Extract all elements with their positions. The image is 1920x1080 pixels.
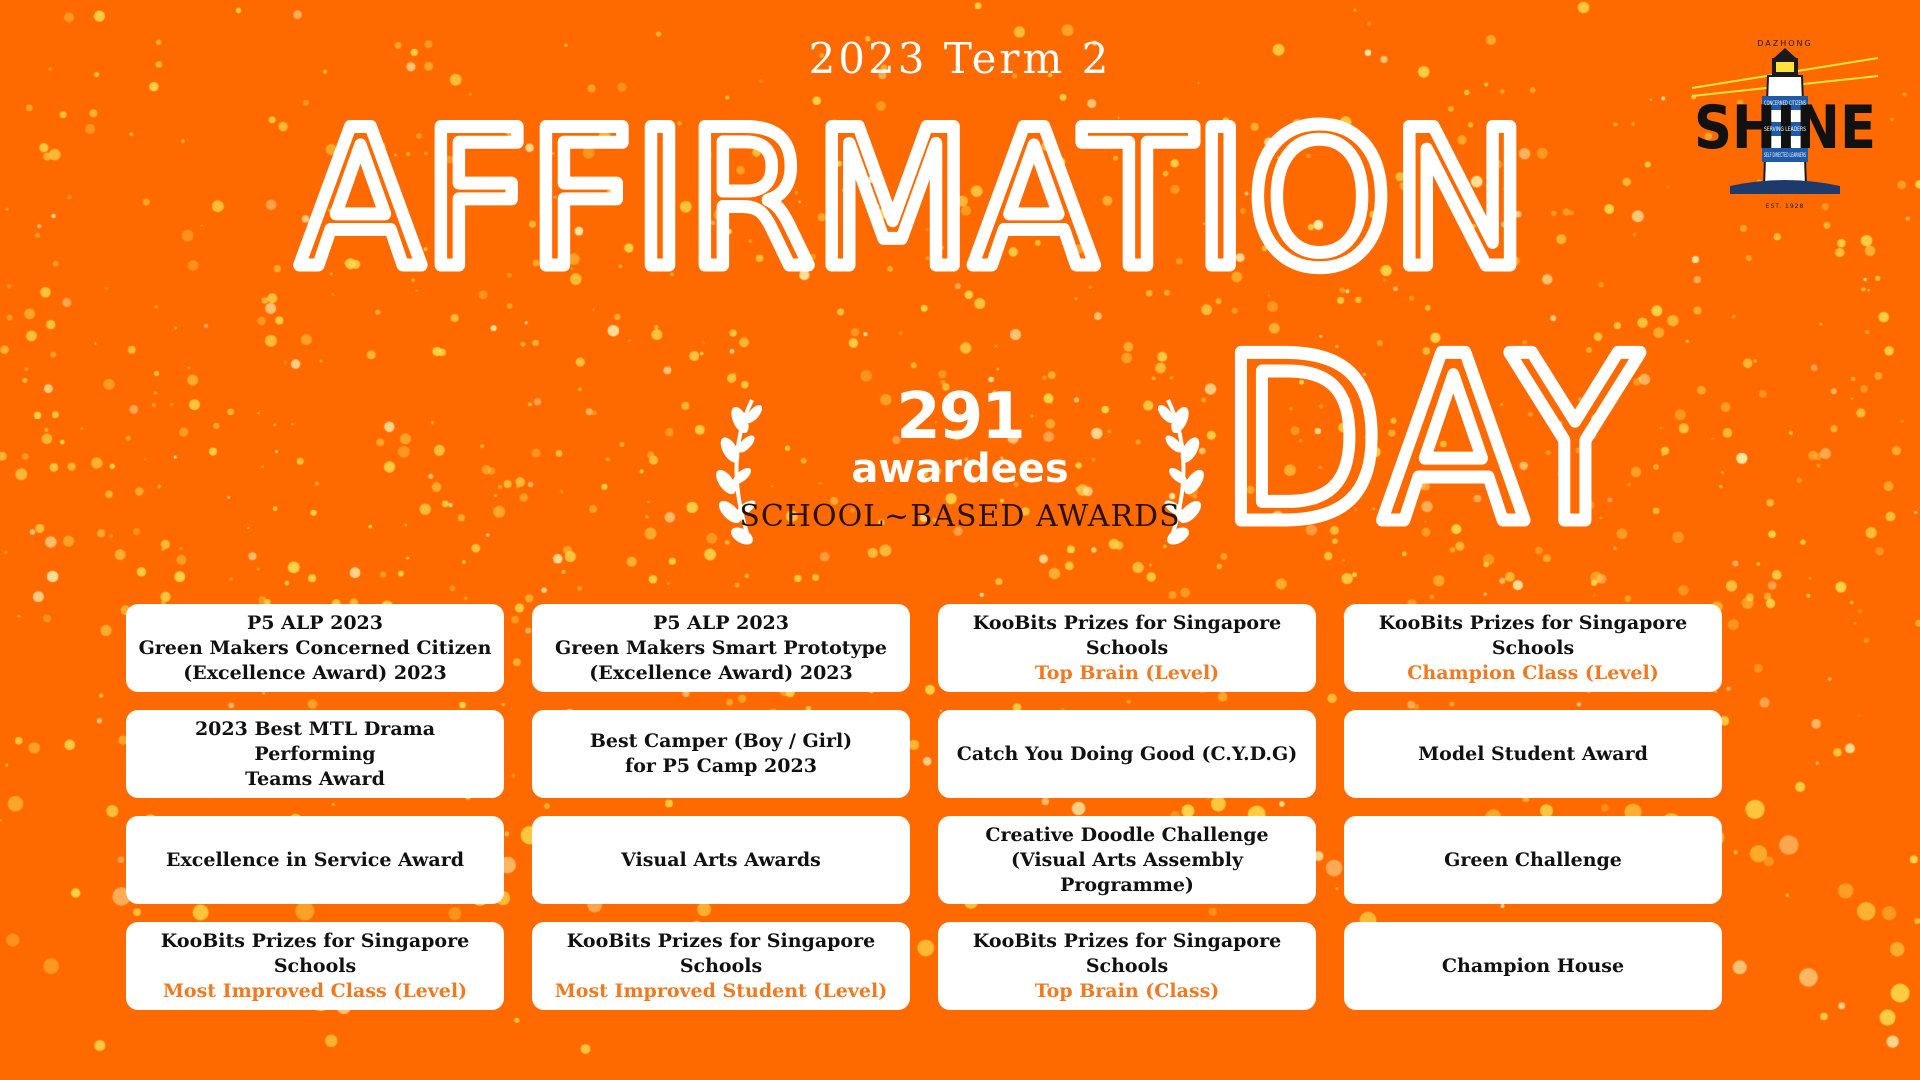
award-line1: KooBits Prizes for Singapore [566,929,876,952]
award-card[interactable] [126,922,504,1010]
award-line1: KooBits Prizes for Singapore [972,611,1282,634]
award-card[interactable] [938,604,1316,692]
awardee-summary [700,380,1220,535]
award-line1: Model Student Award [1418,742,1648,765]
award-line1: Green Challenge [1444,848,1622,871]
award-card[interactable] [1344,710,1722,798]
award-line2: Schools [273,954,357,977]
award-line2: Schools [1491,636,1575,659]
logo-banner-2: SERVING LEADERS [1764,126,1807,133]
award-card[interactable] [126,710,504,798]
award-card[interactable] [1344,604,1722,692]
award-line2: Schools [1085,636,1169,659]
award-line1: P5 ALP 2023 [246,611,383,634]
award-card[interactable] [1344,816,1722,904]
school-logo [1690,36,1880,212]
award-line2: Teams Award [245,767,385,790]
award-highlight: Top Brain (Level) [1034,661,1220,684]
award-line1: Best Camper (Boy / Girl) [589,730,853,752]
award-line1: Visual Arts Awards [621,848,821,871]
awardee-count-label: awardees [851,446,1069,492]
award-card[interactable] [938,710,1316,798]
award-card[interactable] [532,922,910,1010]
award-line2: Schools [1085,954,1169,977]
award-card[interactable] [532,816,910,904]
award-highlight: Top Brain (Class) [1034,979,1220,1002]
award-line1: Excellence in Service Award [165,848,464,871]
awardee-count: 291 [896,380,1024,454]
award-line1: 2023 Best MTL Drama Performing [194,717,436,765]
award-line1: KooBits Prizes for Singapore [972,929,1282,952]
award-line1: P5 ALP 2023 [652,611,789,634]
award-card[interactable] [532,710,910,798]
term-label: 2023 Term 2 [808,34,1112,83]
award-line1: KooBits Prizes for Singapore [1378,611,1688,634]
award-line2: for P5 Camp 2023 [625,755,817,777]
award-line3: (Excellence Award) 2023 [183,661,447,684]
logo-banner-1: CONCERNED CITIZENS [1764,100,1807,107]
award-line1: KooBits Prizes for Singapore [160,929,470,952]
title-day: DAY [1220,308,1641,570]
award-line1: Creative Doodle Challenge [985,823,1269,846]
logo-word: SHINE [1694,93,1876,163]
logo-est: EST. 1928 [1765,203,1805,210]
award-line2: Schools [679,954,763,977]
award-category: SCHOOL~BASED AWARDS [739,499,1181,534]
title-affirmation: AFFIRMATION [298,90,1528,310]
award-card[interactable] [532,604,910,692]
logo-top-text: DAZHONG [1757,39,1813,48]
award-card[interactable] [938,922,1316,1010]
award-card[interactable] [126,604,504,692]
award-highlight: Most Improved Class (Level) [162,979,468,1002]
award-line3: (Excellence Award) 2023 [589,661,853,684]
logo-banner-3: SELF DIRECTED LEARNERS [1764,152,1807,159]
award-line2: Green Makers Smart Prototype [555,636,887,659]
award-card[interactable] [126,816,504,904]
award-line2: Green Makers Concerned Citizen [138,636,492,659]
award-highlight: Most Improved Student (Level) [554,979,888,1002]
award-line1: Catch You Doing Good (C.Y.D.G) [956,742,1298,765]
award-highlight: Champion Class (Level) [1407,661,1659,684]
award-card[interactable] [1344,922,1722,1010]
award-line2: (Visual Arts Assembly Programme) [1011,848,1243,896]
award-card[interactable] [938,816,1316,904]
awards-grid [126,604,1722,1010]
award-line1: Champion House [1441,954,1625,977]
